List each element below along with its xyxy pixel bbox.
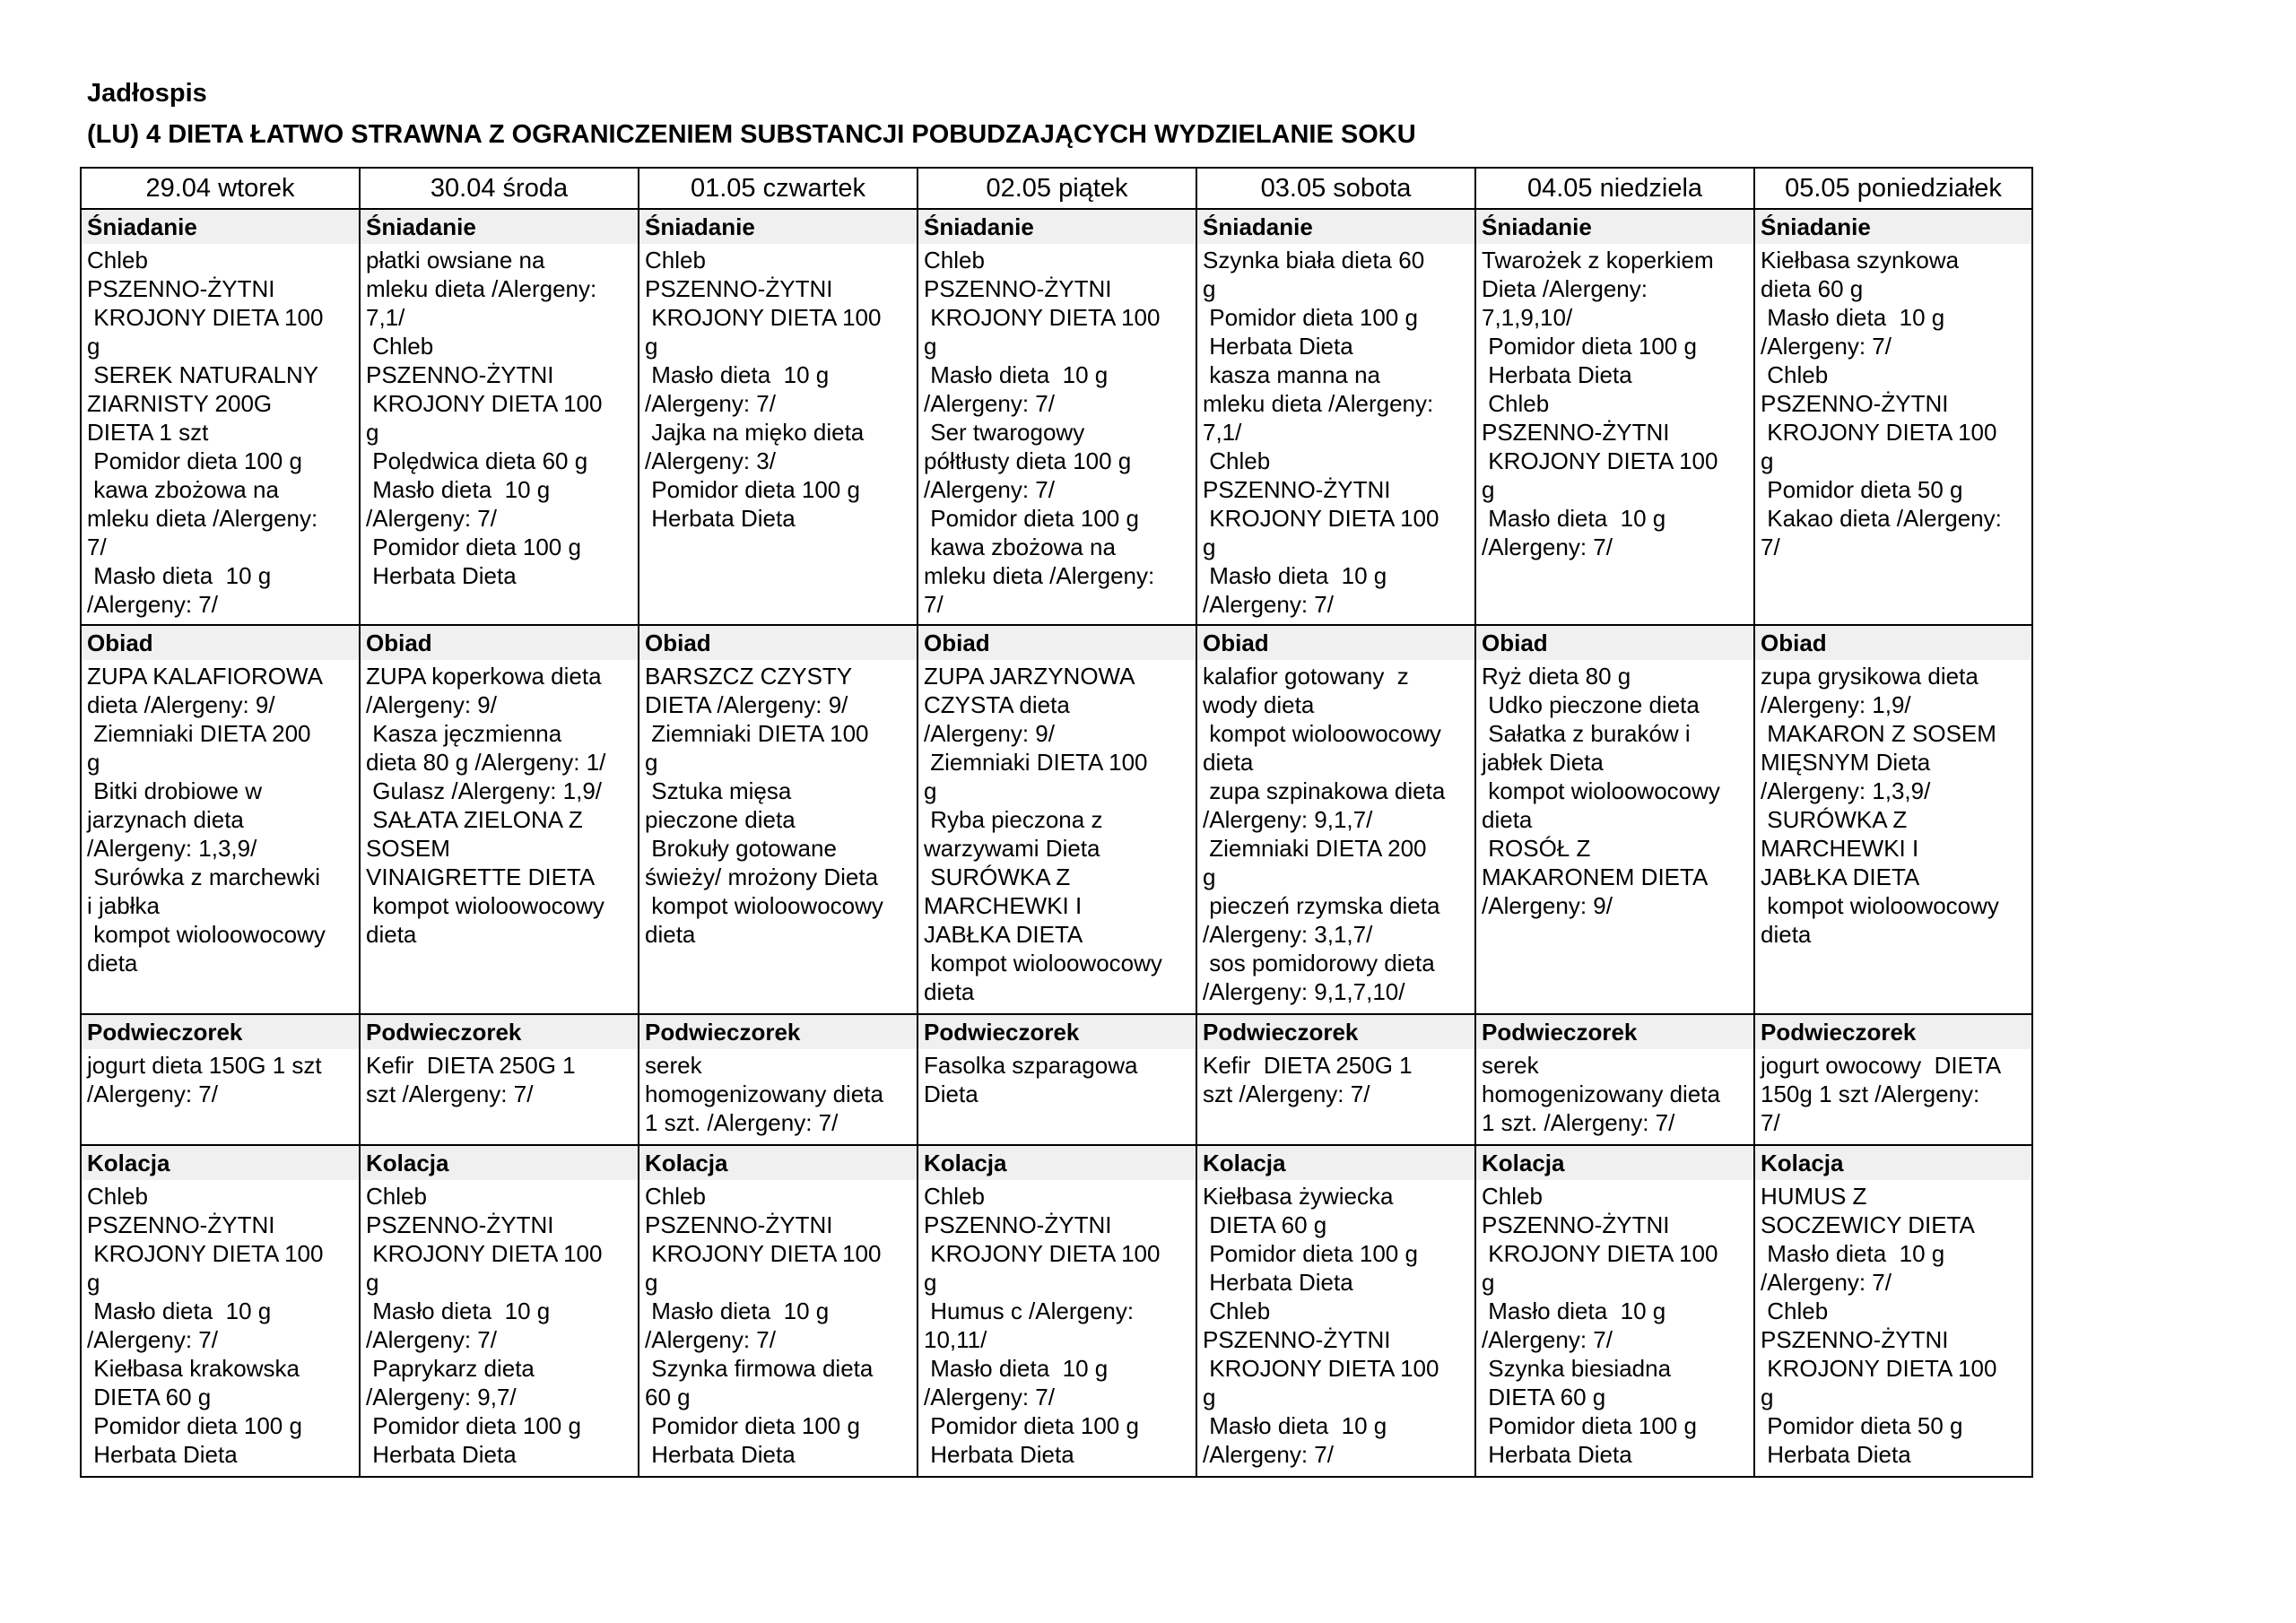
meal-label: Śniadanie [82,210,359,244]
lunch-cell [1754,625,2032,1014]
meal-items: Chleb PSZENNO-ŻYTNI KROJONY DIETA 100 g Masło dieta 10 g /Alergeny: 7/ Paprykarz dieta /Alergeny: 9,7/ Pomidor dieta 100 g Herbata Dieta [366,1183,603,1468]
meal-items: ZUPA KALAFIOROWA dieta /Alergeny: 9/ Ziemniaki DIETA 200 g Bitki drobiowe w jarzynach dieta /Alergeny: 1,3,9/ Surówka z marchewki i jabłka kompot wioloowocowy dieta [87,663,326,976]
meal-label: Obiad [1197,626,1474,660]
breakfast-cell [1754,209,2032,625]
lunch-cell [639,625,918,1014]
meal-label: Obiad [1476,626,1753,660]
meal-label: Podwieczorek [1197,1015,1474,1049]
meal-label: Obiad [918,626,1196,660]
meal-label: Śniadanie [1476,210,1753,244]
day-header: 01.05 czwartek [639,168,918,209]
snack-cell [918,1014,1196,1145]
meal-items: Szynka biała dieta 60 g Pomidor dieta 100 g Herbata Dieta kasza manna na mleku dieta /Alergeny: 7,1/ Chleb PSZENNO-ŻYTNI KROJONY DIETA 100 g Masło dieta 10 g /Alergeny: 7/ [1203,247,1439,618]
lunch-cell [81,625,360,1014]
meal-items: Ryż dieta 80 g Udko pieczone dieta Sałatka z buraków i jabłek Dieta kompot wioloowocowy dieta ROSÓŁ Z MAKARONEM DIETA /Alergeny: 9/ [1482,663,1720,919]
menu-table [80,167,2033,1478]
lunch-cell [1196,625,1475,1014]
day-header: 04.05 niedziela [1475,168,1754,209]
supper-cell [639,1145,918,1477]
snack-cell [81,1014,360,1145]
meal-items: ZUPA JARZYNOWA CZYSTA dieta /Alergeny: 9/ Ziemniaki DIETA 100 g Ryba pieczona z warzywami Dieta SURÓWKA Z MARCHEWKI I JABŁKA DIETA kompot wioloowocowy dieta [924,663,1162,1005]
snack-cell [360,1014,639,1145]
supper-cell [1196,1145,1475,1477]
meal-items: serek homogenizowany dieta 1 szt. /Alergeny: 7/ [645,1052,883,1136]
meal-label: Obiad [639,626,917,660]
meal-items: Chleb PSZENNO-ŻYTNI KROJONY DIETA 100 g Masło dieta 10 g /Alergeny: 7/ Ser twarogowy półtłusty dieta 100 g /Alergeny: 7/ Pomidor dieta 100 g kawa zbożowa na mleku dieta /Alergeny: 7/ [924,247,1161,618]
meal-items: Fasolka szparagowa Dieta [924,1052,1138,1107]
snack-cell [639,1014,918,1145]
diet-subtitle: (LU) 4 DIETA ŁATWO STRAWNA Z OGRANICZENIEM SUBSTANCJI POBUDZAJĄCYCH WYDZIELANIE SOKU [87,120,1416,149]
meal-label: Podwieczorek [918,1015,1196,1049]
meal-label: Obiad [1755,626,2031,660]
meal-label: Śniadanie [1755,210,2031,244]
meal-label: Kolacja [639,1146,917,1180]
meal-label: Kolacja [1197,1146,1474,1180]
meal-items: zupa grysikowa dieta /Alergeny: 1,9/ MAKARON Z SOSEM MIĘSNYM Dieta /Alergeny: 1,3,9/ SURÓWKA Z MARCHEWKI I JABŁKA DIETA kompot wioloowocowy dieta [1761,663,1999,948]
meal-items: jogurt dieta 150G 1 szt /Alergeny: 7/ [87,1052,322,1107]
day-header: 05.05 poniedziałek [1754,168,2032,209]
meal-label: Podwieczorek [361,1015,638,1049]
supper-row [81,1145,2032,1477]
meal-items: Chleb PSZENNO-ŻYTNI KROJONY DIETA 100 g Masło dieta 10 g /Alergeny: 7/ Jajka na mięko dieta /Alergeny: 3/ Pomidor dieta 100 g Herbata Dieta [645,247,882,532]
breakfast-cell [1196,209,1475,625]
supper-cell [81,1145,360,1477]
meal-label: Podwieczorek [1476,1015,1753,1049]
meal-items: HUMUS Z SOCZEWICY DIETA Masło dieta 10 g /Alergeny: 7/ Chleb PSZENNO-ŻYTNI KROJONY DIETA 100 g Pomidor dieta 50 g Herbata Dieta [1761,1183,1997,1468]
day-header: 03.05 sobota [1196,168,1475,209]
meal-items: BARSZCZ CZYSTY DIETA /Alergeny: 9/ Ziemniaki DIETA 100 g Sztuka mięsa pieczone dieta Brokuły gotowane świeży/ mrożony Dieta kompot wioloowocowy dieta [645,663,883,948]
meal-label: Obiad [82,626,359,660]
meal-items: jogurt owocowy DIETA 150g 1 szt /Alergeny: 7/ [1761,1052,2002,1136]
meal-label: Kolacja [361,1146,638,1180]
lunch-cell [1475,625,1754,1014]
supper-cell [360,1145,639,1477]
meal-items: Kefir DIETA 250G 1 szt /Alergeny: 7/ [366,1052,576,1107]
meal-items: Chleb PSZENNO-ŻYTNI KROJONY DIETA 100 g Humus c /Alergeny: 10,11/ Masło dieta 10 g /Alergeny: 7/ Pomidor dieta 100 g Herbata Dieta [924,1183,1161,1468]
meal-items: serek homogenizowany dieta 1 szt. /Alergeny: 7/ [1482,1052,1720,1136]
meal-label: Kolacja [82,1146,359,1180]
lunch-row [81,625,2032,1014]
meal-items: Chleb PSZENNO-ŻYTNI KROJONY DIETA 100 g Masło dieta 10 g /Alergeny: 7/ Kiełbasa krakowska DIETA 60 g Pomidor dieta 100 g Herbata Dieta [87,1183,324,1468]
breakfast-cell [918,209,1196,625]
day-header-row [81,168,2032,209]
meal-label: Obiad [361,626,638,660]
breakfast-cell [360,209,639,625]
day-header: 29.04 wtorek [81,168,360,209]
meal-items: płatki owsiane na mleku dieta /Alergeny: 7,1/ Chleb PSZENNO-ŻYTNI KROJONY DIETA 100 g Polędwica dieta 60 g Masło dieta 10 g /Alergeny: 7/ Pomidor dieta 100 g Herbata Dieta [366,247,603,589]
snack-cell [1196,1014,1475,1145]
breakfast-cell [639,209,918,625]
lunch-cell [360,625,639,1014]
meal-items: Chleb PSZENNO-ŻYTNI KROJONY DIETA 100 g Masło dieta 10 g /Alergeny: 7/ Szynka firmowa dieta 60 g Pomidor dieta 100 g Herbata Dieta [645,1183,882,1468]
page-title: Jadłospis [87,79,207,108]
meal-items: Chleb PSZENNO-ŻYTNI KROJONY DIETA 100 g SEREK NATURALNY ZIARNISTY 200G DIETA 1 szt Pomidor dieta 100 g kawa zbożowa na mleku dieta /Alergeny: 7/ Masło dieta 10 g /Alergeny: 7/ [87,247,324,618]
lunch-cell [918,625,1196,1014]
snack-cell [1475,1014,1754,1145]
day-header: 02.05 piątek [918,168,1196,209]
meal-items: Kiełbasa szynkowa dieta 60 g Masło dieta 10 g /Alergeny: 7/ Chleb PSZENNO-ŻYTNI KROJONY DIETA 100 g Pomidor dieta 50 g Kakao dieta /Alergeny: 7/ [1761,247,2002,560]
breakfast-row [81,209,2032,625]
supper-cell [1475,1145,1754,1477]
meal-items: Kefir DIETA 250G 1 szt /Alergeny: 7/ [1203,1052,1413,1107]
meal-label: Podwieczorek [639,1015,917,1049]
snack-cell [1754,1014,2032,1145]
supper-cell [1754,1145,2032,1477]
meal-items: ZUPA koperkowa dieta /Alergeny: 9/ Kasza jęczmienna dieta 80 g /Alergeny: 1/ Gulasz /Alergeny: 1,9/ SAŁATA ZIELONA Z SOSEM VINAIGRETTE DIETA kompot wioloowocowy dieta [366,663,606,948]
supper-cell [918,1145,1196,1477]
meal-items: kalafior gotowany z wody dieta kompot wioloowocowy dieta zupa szpinakowa dieta /Alergeny: 9,1,7/ Ziemniaki DIETA 200 g pieczeń rzymska dieta /Alergeny: 3,1,7/ sos pomidorowy dieta /Alergeny: 9,1,7,10/ [1203,663,1446,1005]
breakfast-cell [81,209,360,625]
breakfast-cell [1475,209,1754,625]
meal-items: Kiełbasa żywiecka DIETA 60 g Pomidor dieta 100 g Herbata Dieta Chleb PSZENNO-ŻYTNI KROJONY DIETA 100 g Masło dieta 10 g /Alergeny: 7/ [1203,1183,1439,1468]
meal-label: Śniadanie [1197,210,1474,244]
meal-items: Chleb PSZENNO-ŻYTNI KROJONY DIETA 100 g Masło dieta 10 g /Alergeny: 7/ Szynka biesiadna DIETA 60 g Pomidor dieta 100 g Herbata Dieta [1482,1183,1718,1468]
meal-label: Śniadanie [918,210,1196,244]
meal-label: Śniadanie [639,210,917,244]
day-header: 30.04 środa [360,168,639,209]
meal-label: Śniadanie [361,210,638,244]
snack-row [81,1014,2032,1145]
meal-label: Podwieczorek [1755,1015,2031,1049]
meal-label: Podwieczorek [82,1015,359,1049]
meal-label: Kolacja [918,1146,1196,1180]
meal-label: Kolacja [1476,1146,1753,1180]
meal-items: Twarożek z koperkiem Dieta /Alergeny: 7,1,9,10/ Pomidor dieta 100 g Herbata Dieta Chleb PSZENNO-ŻYTNI KROJONY DIETA 100 g Masło dieta 10 g /Alergeny: 7/ [1482,247,1718,560]
meal-label: Kolacja [1755,1146,2031,1180]
